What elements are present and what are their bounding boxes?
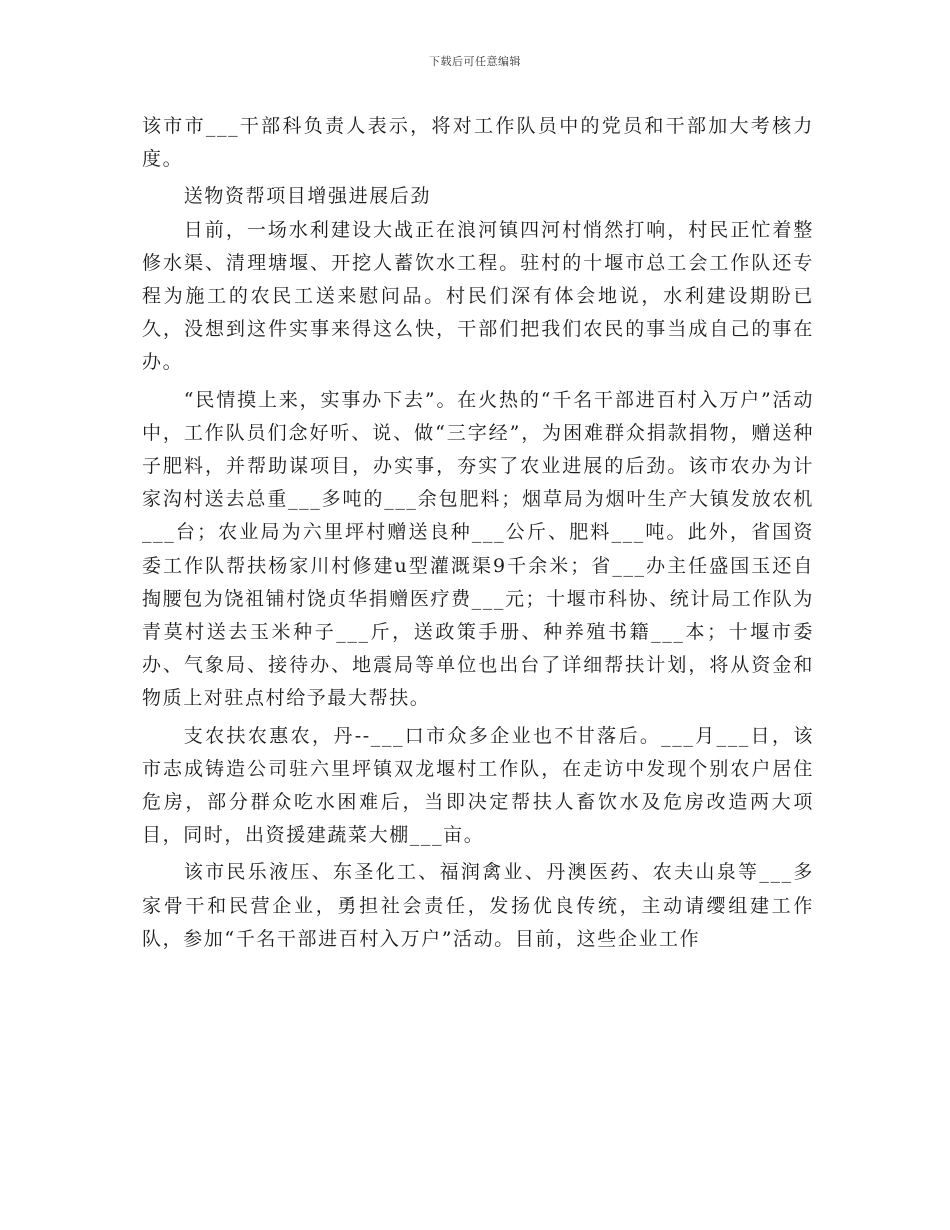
paragraph-1: 该市市___干部科负责人表示，将对工作队员中的党员和干部加大考核力度。 [142,115,814,171]
paragraph-3: 日前，一场水利建设大战正在浪河镇四河村悄然打响，村民正忙着整修水渠、清理塘堰、开挖人蓄饮水工程。驻村的十堰市总工会工作队还专程为施工的农民工送来慰问品。村民们深有体会地说，水利建设期盼已久，没想到这件实事来得这么快，干部们把我们农民的事当成自己的事在办。 [142,218,814,374]
paragraph-6: 该市民乐液压、东圣化工、福润禽业、丹澳医药、农夫山泉等___多家骨干和民营企业，勇担社会责任，发扬优良传统，主动请缨组建工作队，参加“千名干部进百村入万户”活动。目前，这些企业工作 [142,861,814,950]
paragraph-4: “民情摸上来，实事办下去”。在火热的“千名干部进百村入万户”活动中，工作队员们念好听、说、做“三字经”，为困难群众捐款捐物，赠送种子肥料，并帮助谋项目，办实事，夯实了农业进展的后劲。该市农办为计家沟村送去总重___多吨的___余包肥料；烟草局为烟叶生产大镇发放农机___台；农业局为六里坪村赠送良种___公斤、肥料___吨。此外，省国资委工作队帮扶杨家川村修建u型灌溉渠9千余米；省___办主任盛国玉还自掏腰包为饶祖铺村饶贞华捐赠医疗费___元；十堰市科协、统计局工作队为青莫村送去玉米种子___斤，送政策手册、种养殖书籍___本；十堰市委办、气象局、接待办、地震局等单位也出台了详细帮扶计划，将从资金和物质上对驻点村给予最大帮扶。 [142,388,814,710]
document-body [142,110,814,956]
section-heading: 送物资帮项目增强进展后劲 [183,185,431,208]
paragraph-5: 支农扶农惠农，丹--___口市众多企业也不甘落后。___月___日，该市志成铸造公司驻六里坪镇双龙堰村工作队，在走访中发现个别农户居住危房，部分群众吃水困难后，当即决定帮扶人畜饮水及危房改造两大项目，同时，出资援建蔬菜大棚___亩。 [142,724,814,847]
page-header: 下载后可任意编辑 [429,55,521,68]
